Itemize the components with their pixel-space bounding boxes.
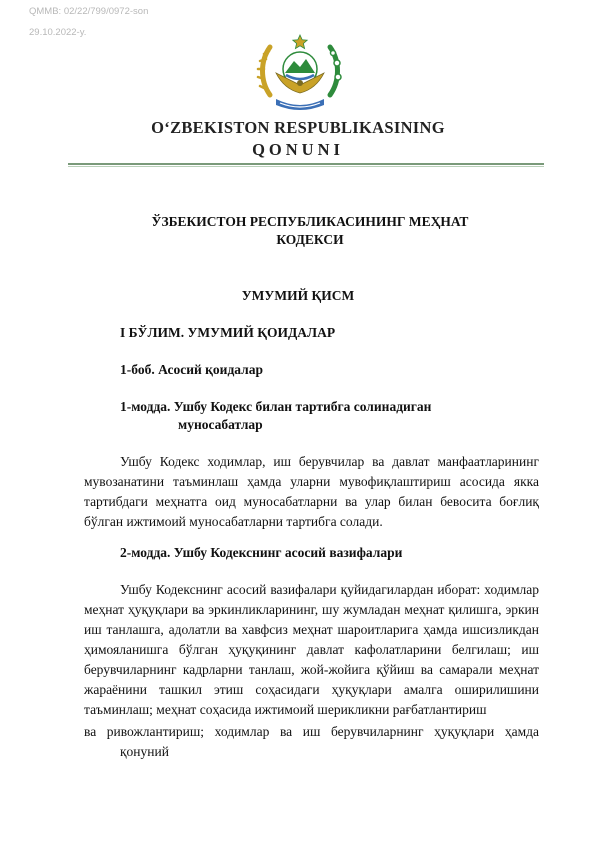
- republic-heading: O‘ZBEKISTON RESPUBLIKASINING: [151, 118, 445, 137]
- document-date: 29.10.2022-y.: [29, 27, 87, 38]
- code-title-line2: КОДЕКСИ: [276, 232, 344, 247]
- article2-heading: 2-модда. Ушбу Кодекснинг асосий вазифалари: [120, 545, 403, 560]
- document-reference-number: QMMB: 02/22/799/0972-son: [29, 6, 149, 17]
- article2-continuation-line2: қонуний: [120, 744, 169, 759]
- section-heading: УМУМИЙ ҚИСМ: [241, 288, 355, 303]
- code-title-line1: ЎЗБЕКИСТОН РЕСПУБЛИКАСИНИНГ МЕҲНАТ: [151, 214, 469, 229]
- header-divider-secondary: [68, 166, 544, 167]
- article1-heading-line1: 1-модда. Ушбу Кодекс билан тартибга солинадиган: [120, 399, 432, 414]
- part-heading: I БЎЛИМ. УМУМИЙ ҚОИДАЛАР: [120, 325, 336, 340]
- chapter-heading: 1-боб. Асосий қоидалар: [120, 362, 263, 377]
- code-title: [140, 213, 480, 249]
- uzbekistan-state-emblem-icon: [254, 33, 346, 115]
- article2-paragraph: Ушбу Кодекснинг асосий вазифалари қуйидагилардан иборат: ходимлар меҳнат ҳуқуқлари ва эркинликларининг, шу жумладан меҳнат қилишга, эркин иш танлашга, адолатли ва хавфсиз меҳнат шароитларига ҳамда ишсизликдан ҳимояланишга бўлган ҳуқуқининг давлат кафолатларини белгилаш; иш берувчиларнинг кадрларни танлаш, жой-жойига қўйиш ва самарали меҳнат жараёнини ташкил этиш соҳасидаги ҳуқуқлари амалга оширилишини таъминлаш; меҳнат соҳасида ижтимоий шерикликни рағбатлантириш: [84, 582, 539, 717]
- law-heading: QONUNI: [252, 140, 344, 159]
- article1-heading-line2: муносабатлар: [178, 417, 263, 432]
- article1-paragraph: Ушбу Кодекс ходимлар, иш берувчилар ва давлат манфаатларининг мувозанатини таъминлаш ҳамда уларни мувофиқлаштириш асосида якка тартибдаги меҳнатга оид муносабатларни ва улар билан бевосита боғлиқ бўлган ижтимоий муносабатларни тартибга солади.: [84, 454, 539, 529]
- article2-continuation-line1: ва ривожлантириш; ходимлар ва иш берувчиларнинг ҳуқуқлари ҳамда: [84, 724, 539, 739]
- header-divider: [68, 163, 544, 165]
